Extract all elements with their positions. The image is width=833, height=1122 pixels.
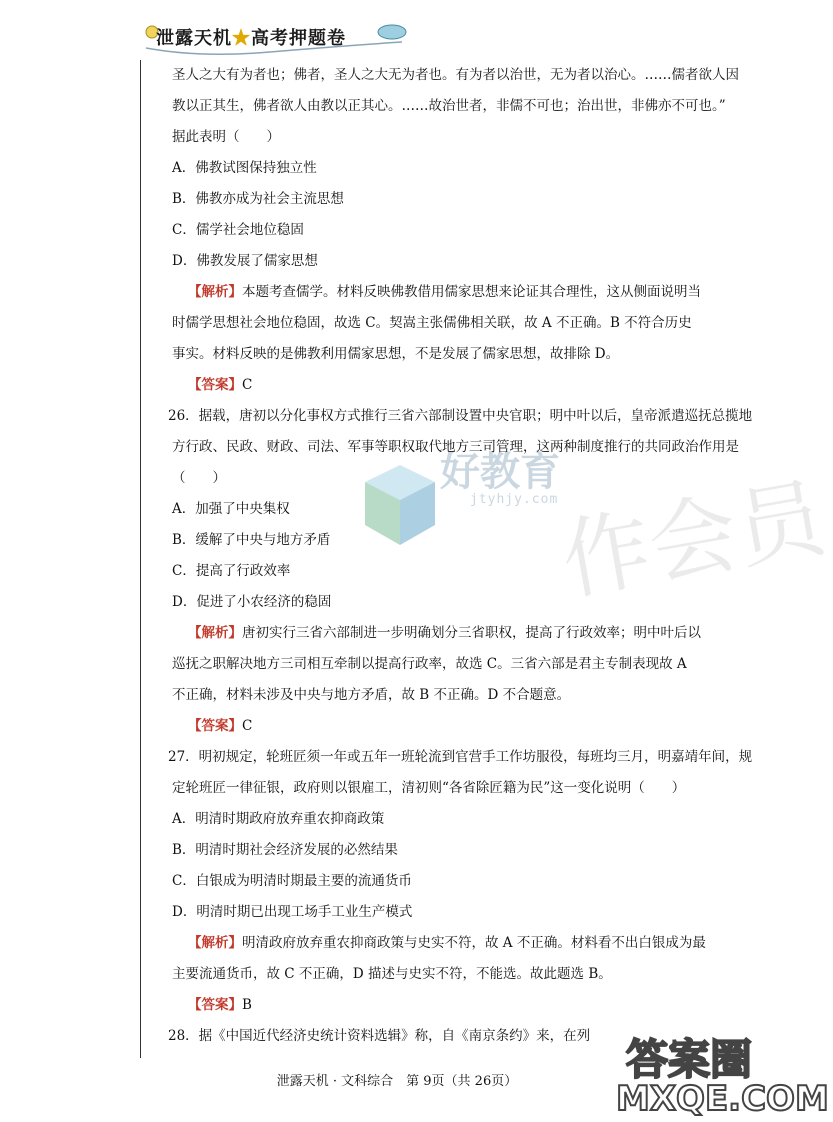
q27-option-b: B．明清时期社会经济发展的必然结果 bbox=[172, 842, 398, 858]
page-content bbox=[168, 60, 784, 1052]
q27-option-c: C．白银成为明清时期最主要的流通货币 bbox=[172, 873, 412, 889]
q26-option-c: C．提高了行政效率 bbox=[172, 563, 291, 579]
analysis-tag: 【解析】 bbox=[188, 284, 242, 300]
watermark-big-text: 好教育 bbox=[440, 449, 560, 495]
q26-analysis-line: 巡抚之职解决地方三司相互牵制以提高行政率，故选 C。三省六部是君主专制表现故 A bbox=[172, 656, 687, 672]
q25-option-a: A．佛教试图保持独立性 bbox=[172, 160, 317, 176]
q28-stem: 28．据《中国近代经济史统计资料选辑》称，自《南京条约》来，在列 bbox=[168, 1028, 591, 1044]
answer-value: C bbox=[242, 718, 253, 734]
q26-stem-line: 方行政、民政、财政、司法、军事等职权取代地方三司管理，这两种制度推行的共同政治作用是 bbox=[172, 439, 739, 455]
answer-value: C bbox=[242, 377, 253, 393]
analysis-text: 本题考查儒学。材料反映佛教借用儒家思想来论证其合理性，这从侧面说明当 bbox=[242, 284, 701, 300]
q27-option-d: D．明清时期已出现工场手工业生产模式 bbox=[172, 904, 413, 920]
q27-option-a: A．明清时期政府放弃重农抑商政策 bbox=[172, 811, 385, 827]
q26-stem-line: （ ） bbox=[172, 470, 226, 486]
answer-tag: 【答案】 bbox=[188, 718, 242, 734]
q26-analysis bbox=[172, 618, 784, 649]
answer-tag: 【答案】 bbox=[188, 377, 242, 393]
q25-analysis bbox=[172, 277, 784, 308]
q26-option-d: D．促进了小农经济的稳固 bbox=[172, 594, 332, 610]
header-banner bbox=[140, 12, 410, 60]
corner-watermark-url: MXQE.COM bbox=[616, 1079, 829, 1119]
q26-option-a: A．加强了中央集权 bbox=[172, 501, 290, 517]
q27-stem-line: 定轮班匠一律征银，政府则以银雇工，清初则“各省除匠籍为民”这一变化说明（ ） bbox=[172, 780, 686, 796]
left-margin-rule bbox=[140, 60, 141, 1058]
q25-analysis-line: 事实。材料反映的是佛教利用儒家思想，不是发展了儒家思想，故排除 D。 bbox=[172, 346, 620, 362]
star-icon: ★ bbox=[232, 28, 251, 49]
q25-analysis-line: 时儒学思想社会地位稳固，故选 C。契嵩主张儒佛相关联，故 A 不正确。B 不符合历史 bbox=[172, 315, 692, 331]
watermark-side-text: 作会员 bbox=[554, 465, 833, 614]
q25-material-line: 教以正其生，佛者欲人由教以正其心。……故治世者，非儒不可也；治出世，非佛亦不可也。” bbox=[172, 98, 726, 114]
q26-stem: 26．据载，唐初以分化事权方式推行三省六部制设置中央官职；明中叶以后，皇帝派遣巡抚总揽地 bbox=[168, 408, 753, 424]
q26-answer bbox=[172, 711, 784, 742]
q26-analysis-line: 不正确，材料未涉及中央与地方矛盾，故 B 不正确。D 不合题意。 bbox=[172, 687, 571, 703]
q25-answer bbox=[172, 370, 784, 401]
watermark-url: jtyhjy.com bbox=[470, 492, 559, 507]
q25-option-d: D．佛教发展了儒家思想 bbox=[172, 253, 318, 269]
answer-value: B bbox=[242, 997, 252, 1013]
answer-tag: 【答案】 bbox=[188, 997, 242, 1013]
analysis-tag: 【解析】 bbox=[188, 935, 242, 951]
analysis-text: 唐初实行三省六部制进一步明确划分三省职权，提高了行政效率；明中叶后以 bbox=[242, 625, 701, 641]
q27-analysis bbox=[172, 928, 784, 959]
banner-right-text: 高考押题卷 bbox=[251, 28, 346, 49]
corner-watermark bbox=[612, 1025, 829, 1122]
corner-watermark-cn: 答案圈 bbox=[626, 1035, 753, 1084]
banner-left-text: 泄露天机 bbox=[156, 28, 232, 49]
q27-stem: 27．明初规定，轮班匠须一年或五年一班轮流到官营手工作坊服役，每班均三月，明嘉靖年间，规 bbox=[168, 749, 753, 765]
analysis-tag: 【解析】 bbox=[188, 625, 242, 641]
q25-option-c: C．儒学社会地位稳固 bbox=[172, 222, 304, 238]
q27-answer bbox=[172, 990, 784, 1021]
analysis-text: 明清政府放弃重农抑商政策与史实不符，故 A 不正确。材料看不出白银成为最 bbox=[242, 935, 706, 951]
q25-stem: 据此表明（ ） bbox=[172, 129, 280, 145]
q25-material-line: 圣人之大有为者也；佛者，圣人之大无为者也。有为者以治世，无为者以治心。……儒者欲人因 bbox=[172, 67, 739, 83]
page-footer: 泄露天机 · 文科综合 第 9页（共 26页） bbox=[276, 1074, 518, 1089]
q25-option-b: B．佛教亦成为社会主流思想 bbox=[172, 191, 344, 207]
q26-option-b: B．缓解了中央与地方矛盾 bbox=[172, 532, 331, 548]
banner-title bbox=[156, 24, 346, 50]
q27-analysis-line: 主要流通货币，故 C 不正确，D 描述与史实不符，不能选。故此题选 B。 bbox=[172, 966, 612, 982]
